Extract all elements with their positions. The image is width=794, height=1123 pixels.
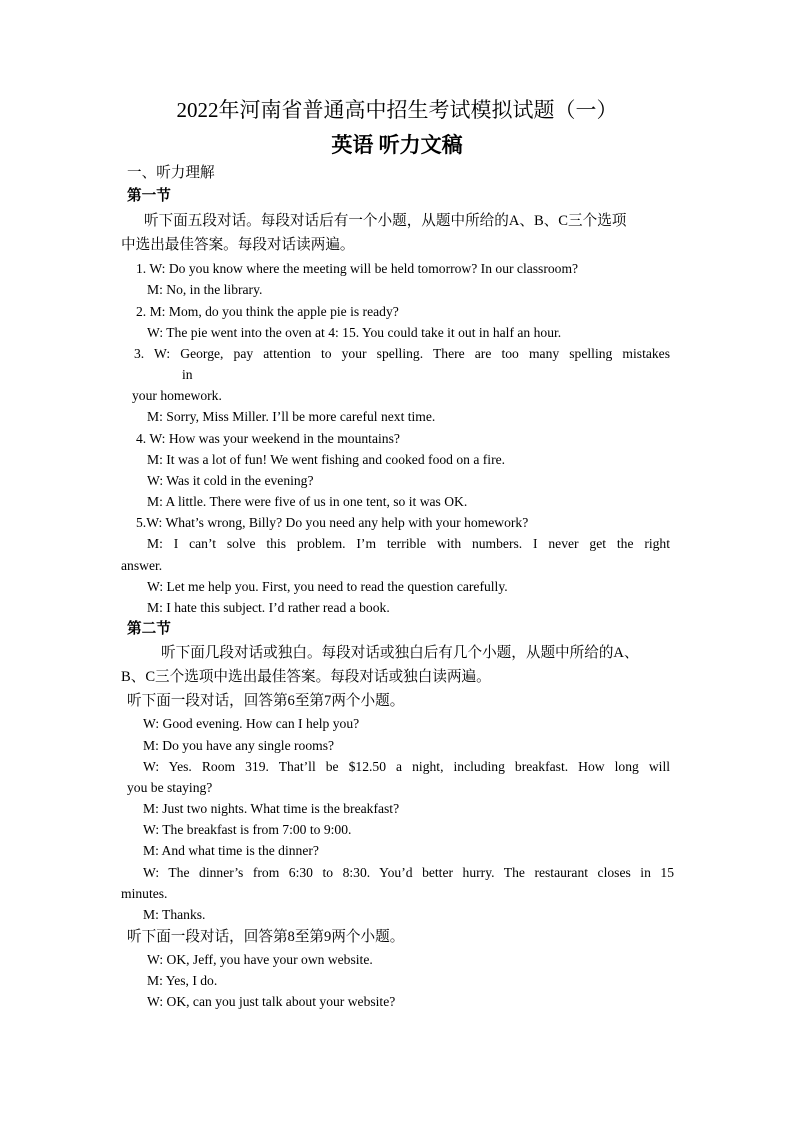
transcript-line: M: Do you have any single rooms?	[143, 738, 335, 753]
transcript-line: W: The pie went into the oven at 4: 15. You could take it out in half an hour.	[147, 325, 562, 340]
section2-instruction-line2: B、C三个选项中选出最佳答案。每段对话或独白读两遍。	[121, 669, 491, 685]
transcript-line-wrap: in	[182, 367, 193, 382]
transcript-line-wrap: answer.	[121, 558, 163, 573]
part-heading: 一、听力理解	[127, 165, 215, 181]
dialogue2-intro: 听下面一段对话，回答第8至第9两个小题。	[127, 929, 405, 945]
transcript-line: W: Let me help you. First, you need to read the question carefully.	[147, 579, 508, 594]
section1-instruction-line2: 中选出最佳答案。每段对话读两遍。	[121, 237, 355, 253]
transcript-line: M: I can’t solve this problem. I’m terrible with numbers. I never get the right	[147, 536, 670, 551]
dialogue1-intro: 听下面一段对话，回答第6至第7两个小题。	[127, 693, 405, 709]
transcript-line: 5.W: What’s wrong, Billy? Do you need any help with your homework?	[136, 515, 529, 530]
transcript-line: 2. M: Mom, do you think the apple pie is ready?	[136, 304, 399, 319]
transcript-line: 4. W: How was your weekend in the mountains?	[136, 431, 400, 446]
transcript-line: W: The breakfast is from 7:00 to 9:00.	[143, 822, 352, 837]
transcript-line: 3. W: George, pay attention to your spelling. There are too many spelling mistakes	[134, 346, 670, 361]
transcript-line: M: Yes, I do.	[147, 973, 218, 988]
transcript-line-wrap: you be staying?	[127, 780, 213, 795]
transcript-line: W: OK, can you just talk about your website?	[147, 994, 396, 1009]
transcript-line: M: Just two nights. What time is the breakfast?	[143, 801, 400, 816]
transcript-line: M: Sorry, Miss Miller. I’ll be more careful next time.	[147, 409, 436, 424]
transcript-line-wrap: minutes.	[121, 886, 168, 901]
transcript-line: M: A little. There were five of us in one tent, so it was OK.	[147, 494, 468, 509]
document-title: 2022年河南省普通高中招生考试模拟试题（一）	[176, 98, 618, 122]
transcript-line: W: Good evening. How can I help you?	[143, 716, 360, 731]
transcript-line: 1. W: Do you know where the meeting will be held tomorrow? In our classroom?	[136, 261, 579, 276]
section2-instruction-line1: 听下面几段对话或独白。每段对话或独白后有几个小题，从题中所给的A、	[161, 645, 639, 661]
transcript-line: W: The dinner’s from 6:30 to 8:30. You’d better hurry. The restaurant closes in 15	[143, 865, 674, 880]
section1-instruction-line1: 听下面五段对话。每段对话后有一个小题，从题中所给的A、B、C三个选项	[144, 213, 627, 229]
transcript-line: W: Was it cold in the evening?	[147, 473, 314, 488]
transcript-line: M: No, in the library.	[147, 282, 263, 297]
transcript-line: M: Thanks.	[143, 907, 206, 922]
transcript-line: M: I hate this subject. I’d rather read a book.	[147, 600, 390, 615]
transcript-line-wrap: your homework.	[132, 388, 222, 403]
transcript-line: M: And what time is the dinner?	[143, 843, 319, 858]
document-subtitle: 英语 听力文稿	[331, 133, 463, 157]
transcript-line: W: Yes. Room 319. That’ll be $12.50 a night, including breakfast. How long will	[143, 759, 670, 774]
section-heading-1: 第一节	[127, 188, 171, 204]
transcript-line: W: OK, Jeff, you have your own website.	[147, 952, 373, 967]
section-heading-2: 第二节	[127, 621, 171, 637]
transcript-line: M: It was a lot of fun! We went fishing and cooked food on a fire.	[147, 452, 506, 467]
